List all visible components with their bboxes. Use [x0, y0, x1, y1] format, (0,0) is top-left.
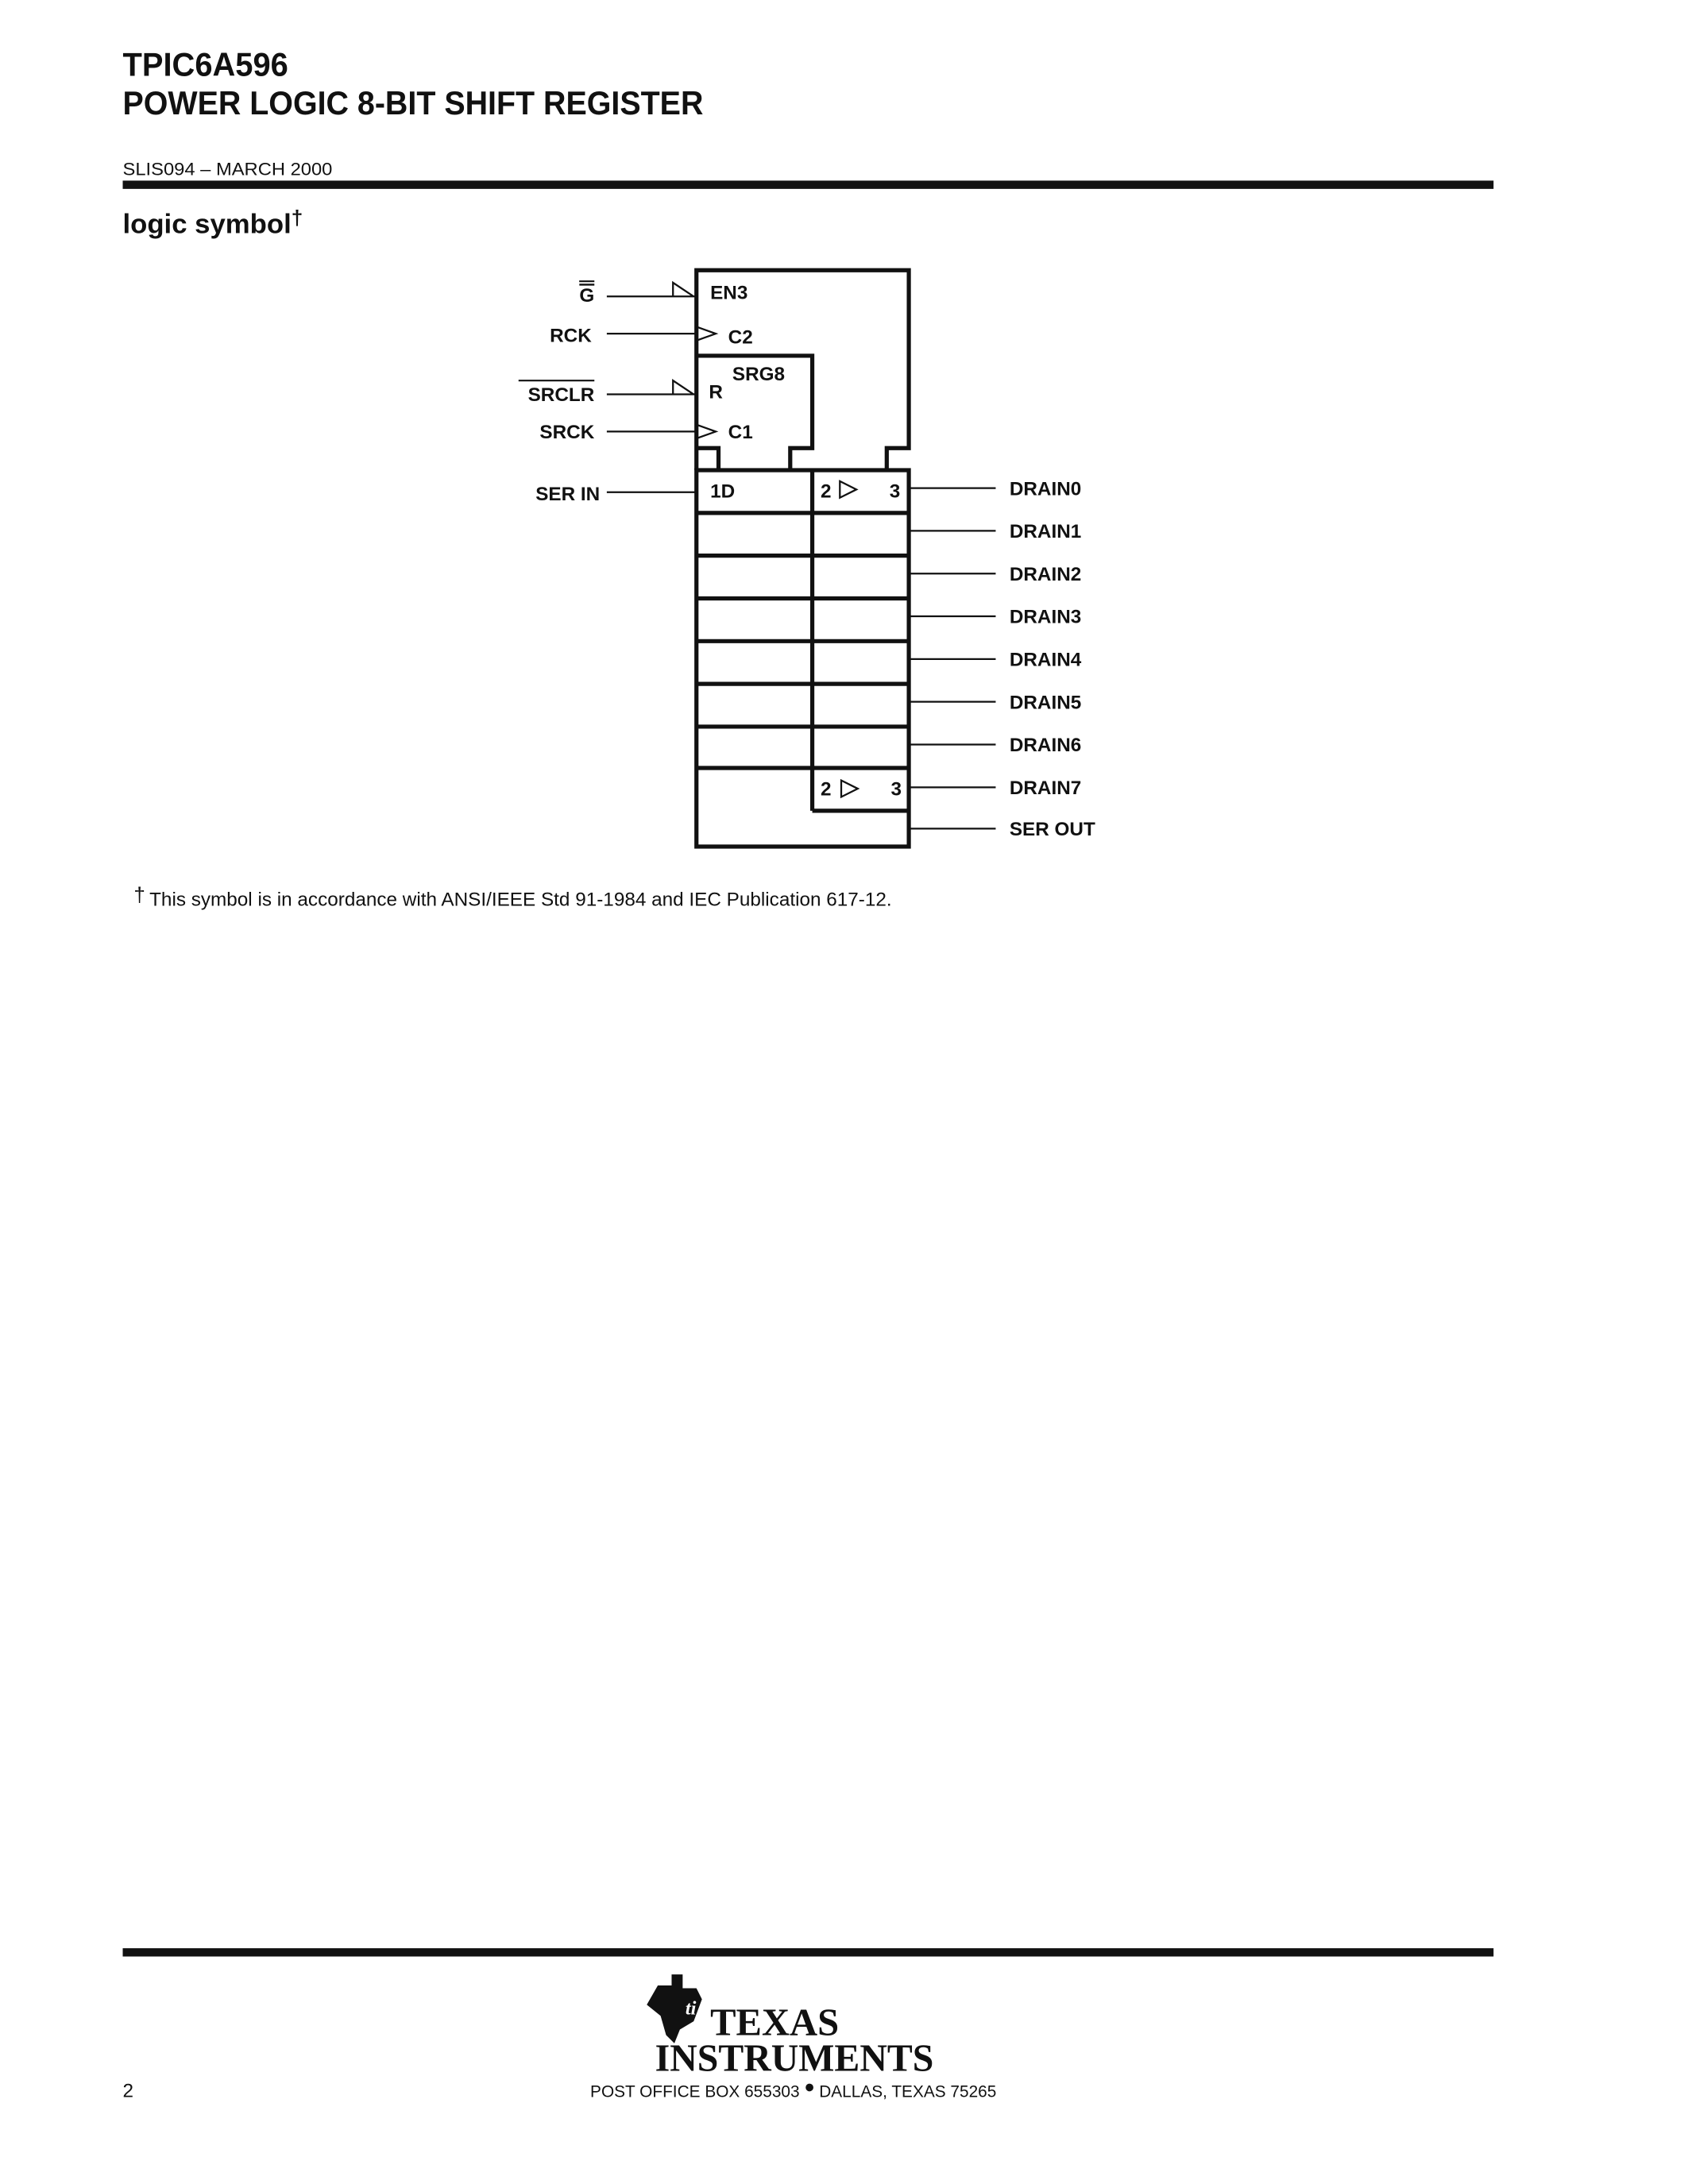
output-label: DRAIN4 — [1009, 649, 1082, 671]
output-3-label-last: 3 — [890, 778, 902, 801]
logo-texas: TEXAS — [710, 2001, 840, 2044]
srg8-notch — [697, 448, 719, 470]
part-number: TPIC6A596 — [122, 45, 288, 83]
en3-label: EN3 — [710, 282, 748, 304]
output-label: SER OUT — [1009, 819, 1095, 841]
page-number: 2 — [122, 2080, 134, 2102]
output-label: DRAIN0 — [1009, 478, 1082, 500]
input-srclr-label: SRCLR — [527, 384, 595, 407]
doc-id: SLIS094 – MARCH 2000 — [122, 159, 333, 179]
enable-2-label: 2 — [820, 480, 832, 503]
logic-symbol-diagram — [519, 270, 1095, 847]
input-srck-label: SRCK — [539, 422, 595, 444]
srg8-label: SRG8 — [732, 364, 786, 386]
output-label: DRAIN1 — [1009, 521, 1082, 543]
ti-logo — [647, 1974, 933, 2080]
input-ser-in-label: SER IN — [535, 484, 601, 506]
input-g-label: G — [579, 285, 595, 307]
footnote: † This symbol is in accordance with ANSI/IEEE Std 91-1984 and IEC Publication 617-12. — [133, 882, 892, 911]
output-label: DRAIN6 — [1009, 735, 1082, 757]
c1-label: C1 — [728, 422, 753, 444]
register-body — [697, 470, 909, 847]
output-3-label: 3 — [889, 480, 901, 503]
r-label: R — [709, 381, 723, 403]
logo-instruments: INSTRUMENTS — [655, 2036, 934, 2080]
bullet-icon — [805, 2084, 813, 2092]
output-label: DRAIN7 — [1009, 778, 1082, 799]
address-right: DALLAS, TEXAS 75265 — [819, 2082, 997, 2101]
document-title: POWER LOGIC 8-BIT SHIFT REGISTER — [122, 84, 704, 122]
svg-text:ti: ti — [685, 1997, 697, 2020]
section-title: logic symbol† — [122, 205, 303, 240]
input-rck-label: RCK — [550, 325, 592, 347]
enable-2-label-last: 2 — [820, 778, 832, 801]
output-label: DRAIN5 — [1009, 692, 1082, 714]
footer-rule — [123, 1948, 1494, 1956]
header-rule — [123, 180, 1494, 188]
d1-label: 1D — [710, 480, 736, 503]
address-left: POST OFFICE BOX 655303 — [590, 2082, 800, 2101]
c2-label: C2 — [728, 326, 753, 349]
output-label: DRAIN2 — [1009, 563, 1082, 585]
output-label: DRAIN3 — [1009, 606, 1082, 628]
